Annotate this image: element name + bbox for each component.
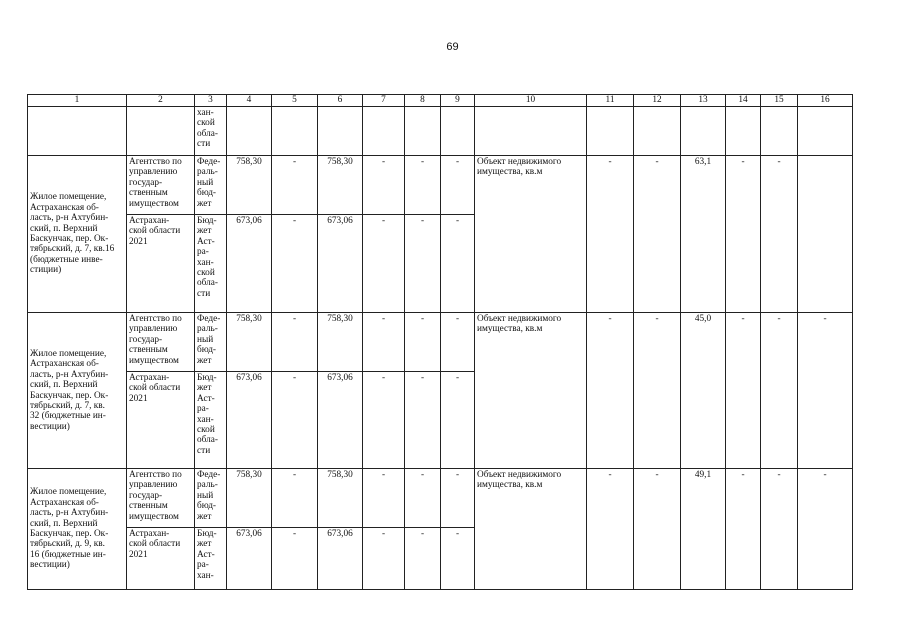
- amount-cell: -: [405, 156, 441, 215]
- header-cell: 6: [318, 95, 363, 107]
- indicator-value-cell: -: [726, 156, 761, 313]
- amount-cell: -: [272, 372, 318, 469]
- header-cell: 2: [127, 95, 195, 107]
- table-cell: [798, 107, 853, 156]
- table-cell: [127, 107, 195, 156]
- header-cell: 12: [634, 95, 681, 107]
- budget-source-cell: Бюд- жет Аст- ра- хан- ской обла- сти: [195, 215, 227, 313]
- table-row: [28, 313, 853, 372]
- amount-cell: -: [363, 469, 405, 528]
- indicator-value-cell: -: [587, 156, 634, 313]
- amount-cell: 758,30: [318, 156, 363, 215]
- result-indicator-cell: Объект недвижимого имущества, кв.м: [475, 469, 587, 590]
- amount-cell: 758,30: [227, 313, 272, 372]
- indicator-value-cell: -: [587, 469, 634, 590]
- agency-cell: Агентство по управлению государ- ственным имуществом: [127, 156, 195, 215]
- table-cell: [363, 107, 405, 156]
- table-cell: [272, 107, 318, 156]
- object-description: Жилое помещение, Астраханская об- ласть, р-н Ахтубин- ский, п. Верхний Баскунчак, пер. Ок- тябрьский, д. 7, кв.16 (бюджетные инве- стиции): [28, 156, 127, 313]
- amount-cell: 673,06: [227, 528, 272, 590]
- amount-cell: -: [272, 313, 318, 372]
- result-indicator-cell: Объект недвижимого имущества, кв.м: [475, 313, 587, 469]
- indicator-value-cell: -: [798, 313, 853, 469]
- table-cell: [634, 107, 681, 156]
- header-cell: 16: [798, 95, 853, 107]
- indicator-value-cell: -: [587, 313, 634, 469]
- header-cell: 1: [28, 95, 127, 107]
- indicator-value-cell: -: [761, 313, 798, 469]
- header-cell: 8: [405, 95, 441, 107]
- amount-cell: -: [272, 156, 318, 215]
- header-cell: 11: [587, 95, 634, 107]
- amount-cell: -: [272, 528, 318, 590]
- amount-cell: 758,30: [227, 469, 272, 528]
- indicator-value-cell: -: [634, 469, 681, 590]
- header-row: [28, 95, 853, 107]
- table-cell: [681, 107, 726, 156]
- amount-cell: -: [363, 156, 405, 215]
- amount-cell: -: [441, 313, 475, 372]
- amount-cell: -: [272, 469, 318, 528]
- amount-cell: 673,06: [318, 528, 363, 590]
- amount-cell: -: [272, 215, 318, 313]
- indicator-value-cell: -: [761, 469, 798, 590]
- table-cell: [28, 107, 127, 156]
- header-cell: 15: [761, 95, 798, 107]
- header-cell: 3: [195, 95, 227, 107]
- amount-cell: -: [441, 372, 475, 469]
- amount-cell: -: [441, 156, 475, 215]
- amount-cell: -: [405, 215, 441, 313]
- amount-cell: -: [405, 313, 441, 372]
- indicator-value-cell: -: [726, 313, 761, 469]
- budget-source-cell: Бюд- жет Аст- ра- хан-: [195, 528, 227, 590]
- page-number: 69: [446, 41, 459, 53]
- amount-cell: 673,06: [227, 215, 272, 313]
- header-cell: 5: [272, 95, 318, 107]
- amount-cell: 758,30: [318, 313, 363, 372]
- amount-cell: -: [363, 215, 405, 313]
- indicator-value-cell: -: [761, 156, 798, 313]
- amount-cell: -: [405, 528, 441, 590]
- header-cell: 14: [726, 95, 761, 107]
- amount-cell: -: [441, 528, 475, 590]
- amount-cell: -: [363, 313, 405, 372]
- budget-source-cell: Феде- раль- ный бюд- жет: [195, 313, 227, 372]
- agency-cell: Агентство по управлению государ- ственным имуществом: [127, 313, 195, 372]
- amount-cell: -: [363, 372, 405, 469]
- table-row: [28, 469, 853, 528]
- table-cell: [318, 107, 363, 156]
- header-cell: 4: [227, 95, 272, 107]
- object-description: Жилое помещение, Астраханская об- ласть, р-н Ахтубин- ский, п. Верхний Баскунчак, пер. Ок- тябрьский, д. 9, кв. 16 (бюджетные ин- вестиции): [28, 469, 127, 590]
- table-cell: [405, 107, 441, 156]
- amount-cell: -: [441, 215, 475, 313]
- table-cell: [441, 107, 475, 156]
- indicator-value-cell: -: [726, 469, 761, 590]
- indicator-value-cell: 63,1: [681, 156, 726, 313]
- continuation-row: [28, 107, 853, 156]
- table-cell: [475, 107, 587, 156]
- amount-cell: 758,30: [227, 156, 272, 215]
- object-description: Жилое помещение, Астраханская об- ласть, р-н Ахтубин- ский, п. Верхний Баскунчак, пер. Ок- тябрьский, д. 7, кв. 32 (бюджетные ин- вестиции): [28, 313, 127, 469]
- budget-source-cell: Феде- раль- ный бюд- жет: [195, 156, 227, 215]
- agency-cell: Агентство по управлению государ- ственным имуществом: [127, 469, 195, 528]
- budget-table: [27, 94, 853, 590]
- indicator-value-cell: -: [798, 469, 853, 590]
- amount-cell: -: [405, 469, 441, 528]
- table-cell: [761, 107, 798, 156]
- amount-cell: -: [363, 528, 405, 590]
- table-cell: [587, 107, 634, 156]
- amount-cell: 673,06: [318, 215, 363, 313]
- table-cell: [726, 107, 761, 156]
- table-row: [28, 156, 853, 215]
- header-cell: 7: [363, 95, 405, 107]
- amount-cell: -: [405, 372, 441, 469]
- amount-cell: -: [441, 469, 475, 528]
- agency-cell: Астрахан- ской области 2021: [127, 215, 195, 313]
- header-cell: 9: [441, 95, 475, 107]
- indicator-value-cell: 45,0: [681, 313, 726, 469]
- budget-source-cell: Феде- раль- ный бюд- жет: [195, 469, 227, 528]
- header-cell: 10: [475, 95, 587, 107]
- table-cell: [227, 107, 272, 156]
- agency-cell: Астрахан- ской области 2021: [127, 372, 195, 469]
- amount-cell: 673,06: [318, 372, 363, 469]
- result-indicator-cell: Объект недвижимого имущества, кв.м: [475, 156, 587, 313]
- budget-source-cell: хан- ской обла- сти: [195, 107, 227, 156]
- indicator-value-cell: -: [634, 156, 681, 313]
- amount-cell: 758,30: [318, 469, 363, 528]
- indicator-value-cell: 49,1: [681, 469, 726, 590]
- agency-cell: Астрахан- ской области 2021: [127, 528, 195, 590]
- budget-source-cell: Бюд- жет Аст- ра- хан- ской обла- сти: [195, 372, 227, 469]
- indicator-value-cell: -: [634, 313, 681, 469]
- indicator-value-cell: [798, 156, 853, 313]
- amount-cell: 673,06: [227, 372, 272, 469]
- header-cell: 13: [681, 95, 726, 107]
